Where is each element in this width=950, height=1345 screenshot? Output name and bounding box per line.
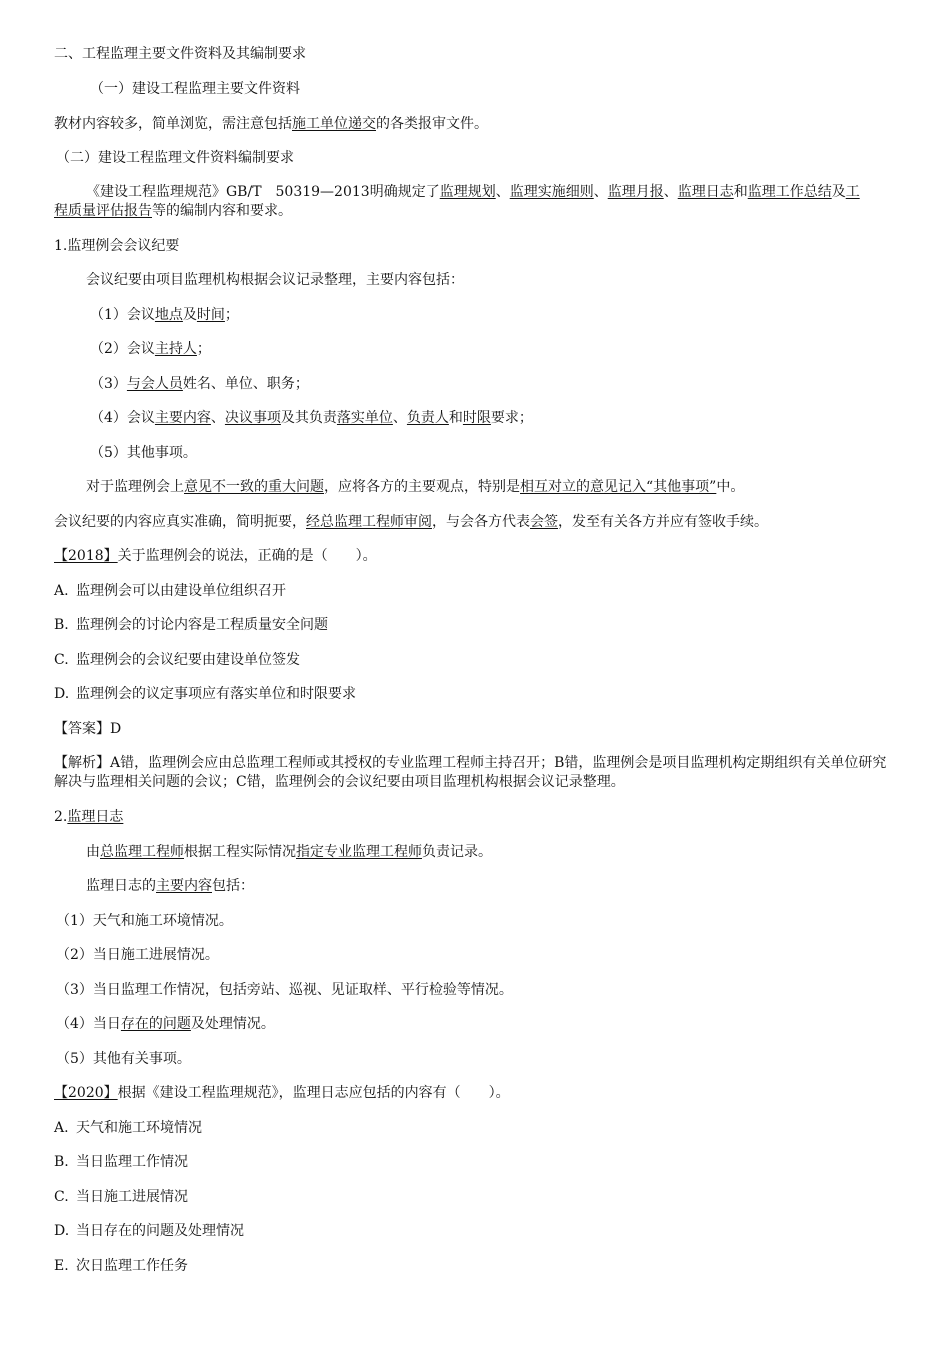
underlined-text: 经总监理工程师审阅 — [306, 514, 432, 530]
text: ，应将各方的主要观点，特别是 — [324, 479, 520, 495]
option-label: E. — [54, 1258, 69, 1274]
section-2-2-title: （二）建设工程监理文件资料编制要求 — [56, 150, 294, 166]
underlined-text: 时限 — [462, 410, 491, 426]
underlined-text: 决议事项 — [224, 410, 281, 426]
underlined-text: 负责人 — [406, 410, 449, 426]
underlined-text: 监理实施细则 — [509, 184, 594, 200]
section-2-title: 二、工程监理主要文件资料及其编制要求 — [54, 46, 306, 62]
text: （4）会议 — [90, 410, 155, 426]
option-label: A. — [54, 1120, 69, 1136]
option-text: 当日存在的问题及处理情况 — [76, 1223, 244, 1239]
option-text: 监理例会可以由建设单位组织召开 — [76, 583, 286, 599]
underlined-text: 会签 — [530, 514, 558, 530]
log-item-1: （1）天气和施工环境情况。 — [56, 913, 233, 929]
log-title — [54, 808, 123, 826]
underlined-text: 主要内容 — [154, 410, 211, 426]
text: （4）当日 — [56, 1016, 121, 1032]
text: （1）会议 — [90, 307, 155, 323]
option-label: B. — [54, 1154, 69, 1170]
section-2-1-title: （一）建设工程监理主要文件资料 — [90, 81, 300, 97]
option-text: 当日监理工作情况 — [76, 1154, 188, 1170]
underlined-text: 工程质量评估报告 — [54, 184, 860, 219]
underlined-text: 施工单位递交 — [292, 116, 376, 132]
text: ； — [196, 341, 211, 357]
q2018-option-a — [54, 582, 286, 600]
meeting-item-3 — [90, 375, 309, 393]
underlined-text: 与会人员 — [126, 376, 183, 392]
text: 监理日志的 — [86, 878, 156, 894]
option-label: C. — [54, 1189, 69, 1205]
meeting-item-5: （5）其他事项。 — [90, 445, 197, 461]
option-text: 当日施工进展情况 — [76, 1189, 188, 1205]
q2020-option-b — [54, 1153, 188, 1171]
underlined-text: 监理日志 — [677, 184, 734, 200]
option-label: D. — [54, 1223, 70, 1239]
question-stem: 关于监理例会的说法，正确的是（ ）。 — [117, 548, 377, 564]
meeting-paragraph-1 — [86, 478, 744, 496]
underlined-text: 指定专业监理工程师 — [296, 844, 422, 860]
text: 及 — [831, 184, 846, 200]
log-item-4 — [56, 1015, 275, 1033]
analysis-text: A错，监理例会应由总监理工程师或其授权的专业监理工程师主持召开；B错，监理例会是项目监理机构定期组织有关单位研究解决与监理相关问题的会议；C错，监理例会的会议纪要由项目监理机构根据会议记录整理。 — [54, 755, 887, 790]
q2018-analysis — [54, 754, 890, 792]
q2020-option-c — [54, 1188, 188, 1206]
log-paragraph-2 — [86, 877, 254, 895]
q2018-option-c — [54, 651, 300, 669]
meeting-paragraph-2 — [54, 513, 768, 531]
text: 会议纪要的内容应真实准确，简明扼要， — [54, 514, 306, 530]
text: 和 — [733, 184, 748, 200]
text: 要求； — [490, 410, 533, 426]
underlined-text: 监理工作总结 — [747, 184, 832, 200]
section-2-1-body — [54, 115, 488, 133]
log-paragraph-1 — [86, 843, 492, 861]
text: 、 — [392, 410, 407, 426]
q2018-option-d — [54, 685, 356, 703]
question-2020 — [54, 1084, 510, 1102]
option-label: B. — [54, 617, 69, 633]
text: 教材内容较多，简单浏览，需注意包括 — [54, 116, 292, 132]
underlined-text: 主持人 — [154, 341, 197, 357]
underlined-text: 落实单位 — [336, 410, 393, 426]
text: ，与会各方代表 — [432, 514, 530, 530]
log-item-5: （5）其他有关事项。 — [56, 1051, 191, 1067]
meeting-title: 1.监理例会会议纪要 — [54, 238, 180, 254]
underlined-text: 相互对立的意见记入“其他事项” — [520, 479, 717, 495]
text: 的各类报审文件。 — [376, 116, 488, 132]
text: 和 — [448, 410, 463, 426]
meeting-item-4 — [90, 409, 533, 427]
log-item-3: （3）当日监理工作情况，包括旁站、巡视、见证取样、平行检验等情况。 — [56, 982, 513, 998]
q2020-option-d — [54, 1222, 244, 1240]
year-tag: 【2020】 — [54, 1085, 118, 1101]
question-stem: 根据《建设工程监理规范》，监理日志应包括的内容有（ ）。 — [117, 1085, 510, 1101]
q2018-option-b — [54, 616, 328, 634]
text: 等的编制内容和要求。 — [152, 203, 292, 219]
text: 、 — [663, 184, 678, 200]
text: （3） — [90, 376, 127, 392]
underlined-text: 主要内容 — [156, 878, 212, 894]
meeting-item-2 — [90, 340, 211, 358]
year-tag: 【2018】 — [54, 548, 118, 564]
option-label: D. — [54, 686, 70, 702]
text: 对于监理例会上 — [86, 479, 184, 495]
underlined-text: 地点 — [154, 307, 183, 323]
underlined-text: 时间 — [196, 307, 225, 323]
text: （2）会议 — [90, 341, 155, 357]
q2018-answer: 【答案】D — [54, 721, 122, 737]
text: 中。 — [716, 479, 745, 495]
meeting-intro: 会议纪要由项目监理机构根据会议记录整理，主要内容包括： — [86, 272, 464, 288]
text: ； — [224, 307, 239, 323]
text: ，发至有关各方并应有签收手续。 — [558, 514, 768, 530]
text: 、 — [495, 184, 510, 200]
text: 《建设工程监理规范》GB/T 50319—2013明确规定了 — [86, 184, 440, 200]
analysis-tag: 【解析】 — [54, 755, 110, 771]
option-label: C. — [54, 652, 69, 668]
text: 姓名、单位、职务； — [182, 376, 309, 392]
text: 2. — [54, 809, 68, 825]
text: 及其负责 — [280, 410, 337, 426]
text: 、 — [210, 410, 225, 426]
question-2018 — [54, 547, 377, 565]
option-text: 监理例会的讨论内容是工程质量安全问题 — [76, 617, 328, 633]
option-text: 监理例会的议定事项应有落实单位和时限要求 — [76, 686, 356, 702]
spec-paragraph — [54, 183, 866, 221]
option-text: 天气和施工环境情况 — [76, 1120, 202, 1136]
text: 包括： — [212, 878, 254, 894]
text: 及 — [182, 307, 197, 323]
log-item-2: （2）当日施工进展情况。 — [56, 947, 219, 963]
text: 、 — [593, 184, 608, 200]
underlined-text: 总监理工程师 — [100, 844, 184, 860]
option-text: 次日监理工作任务 — [76, 1258, 188, 1274]
option-label: A. — [54, 583, 69, 599]
underlined-text: 存在的问题 — [120, 1016, 191, 1032]
underlined-text: 意见不一致的重大问题 — [184, 479, 324, 495]
underlined-text: 监理月报 — [607, 184, 664, 200]
underlined-text: 监理日志 — [67, 809, 124, 825]
q2020-option-a — [54, 1119, 202, 1137]
text: 根据工程实际情况 — [184, 844, 296, 860]
text: 负责记录。 — [422, 844, 492, 860]
q2020-option-e — [54, 1257, 188, 1275]
underlined-text: 监理规划 — [439, 184, 496, 200]
option-text: 监理例会的会议纪要由建设单位签发 — [76, 652, 300, 668]
text: 及处理情况。 — [190, 1016, 275, 1032]
text: 由 — [86, 844, 100, 860]
meeting-item-1 — [90, 306, 239, 324]
